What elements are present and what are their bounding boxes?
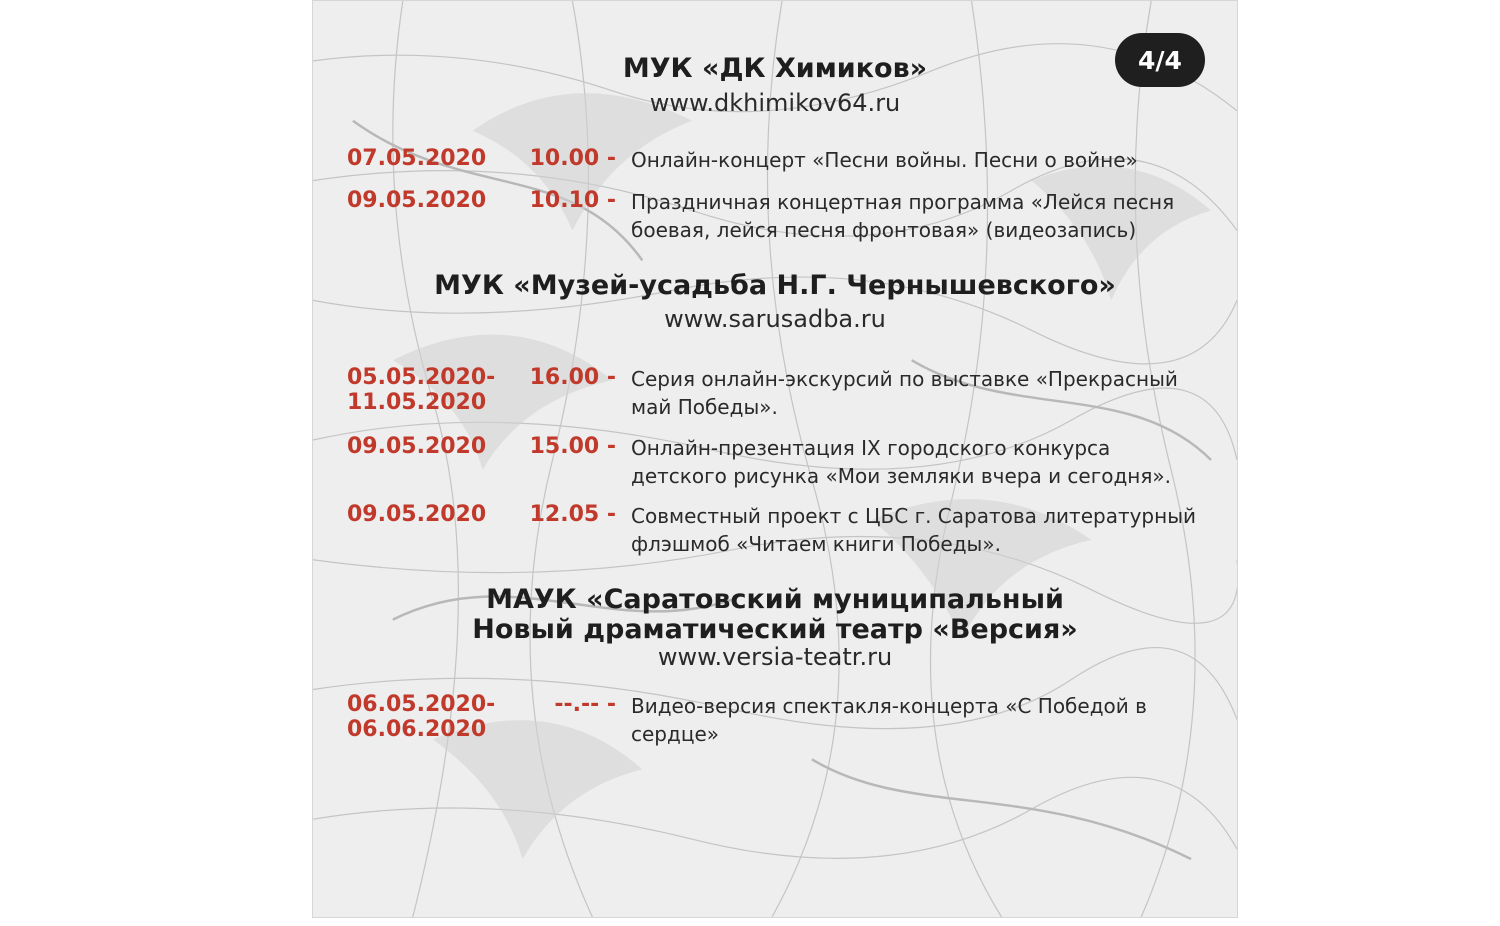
section-url-museum[interactable]: www.sarusadba.ru xyxy=(664,305,886,333)
event-time: 12.05 - xyxy=(529,502,616,527)
event-description: Совместный проект с ЦБС г. Саратова литературный флэшмоб «Читаем книги Победы». xyxy=(631,504,1196,556)
event-time: 15.00 - xyxy=(529,434,616,459)
section-title-theatre-line1: МАУК «Саратовский муниципальный xyxy=(486,584,1064,615)
event-date: 07.05.2020 xyxy=(347,146,487,171)
event-date: 09.05.2020 xyxy=(347,434,487,459)
event-time: --.-- - xyxy=(554,692,616,717)
event-date: 09.05.2020 xyxy=(347,502,487,527)
event-description: Серия онлайн-экскурсий по выставке «Прекрасный май Победы». xyxy=(631,367,1178,419)
poster-card xyxy=(312,0,1238,918)
section-title-theatre-line2: Новый драматический театр «Версия» xyxy=(472,614,1078,645)
event-date: 06.05.2020- 06.06.2020 xyxy=(347,692,496,742)
page-counter-badge: 4/4 xyxy=(1115,33,1205,87)
event-date: 09.05.2020 xyxy=(347,188,487,213)
event-time: 16.00 - xyxy=(529,365,616,390)
event-time: 10.10 - xyxy=(529,188,616,213)
event-description: Онлайн-презентация IX городского конкурса детского рисунка «Мои земляки вчера и сегодня». xyxy=(631,436,1171,488)
section-url-dk-khimikov[interactable]: www.dkhimikov64.ru xyxy=(649,89,901,117)
event-description: Видео-версия спектакля-концерта «С Победой в сердце» xyxy=(631,694,1147,746)
event-description: Праздничная концертная программа «Лейся песня боевая, лейся песня фронтовая» (видеозапись) xyxy=(631,190,1175,242)
event-time: 10.00 - xyxy=(529,146,616,171)
section-title-museum: МУК «Музей-усадьба Н.Г. Чернышевского» xyxy=(434,270,1116,301)
section-url-theatre[interactable]: www.versia-teatr.ru xyxy=(657,643,893,671)
section-title-dk-khimikov: МУК «ДК Химиков» xyxy=(622,53,928,84)
event-description: Онлайн-концерт «Песни войны. Песни о войне» xyxy=(631,148,1138,172)
event-date: 05.05.2020- 11.05.2020 xyxy=(347,365,496,415)
